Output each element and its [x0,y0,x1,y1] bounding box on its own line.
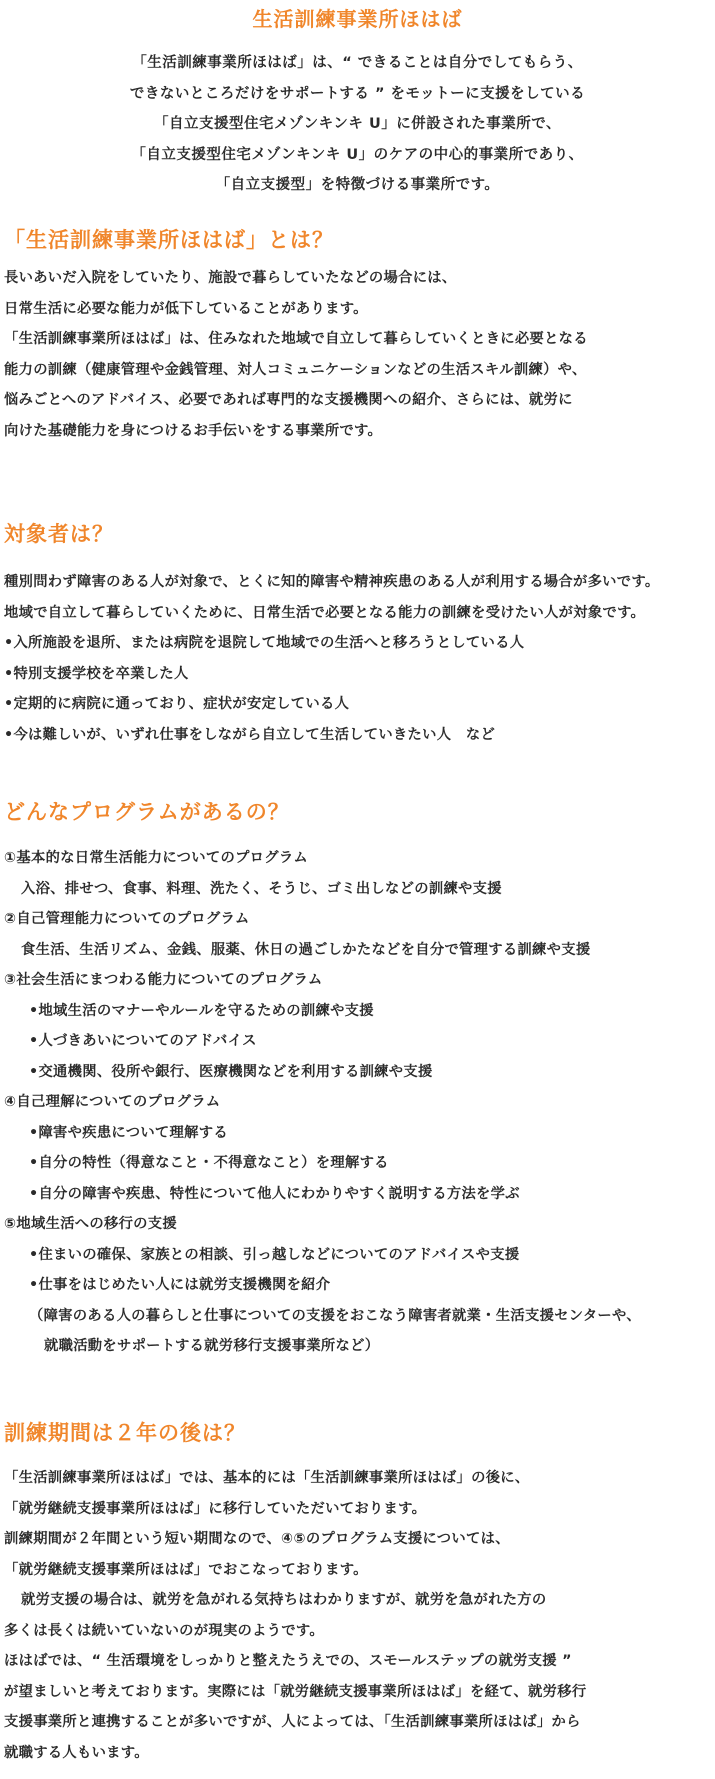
body-line: 「就労継続支援事業所ほはば」に移行していただいております。 [4,1500,427,1517]
body-line: 就労支援の場合は、就労を急がれる気持ちはわかりますが、就労を急がれた方の [21,1592,547,1608]
bullet-item: •特別支援学校を卒業した人 [4,665,189,682]
program-bullet: •自分の特性（得意なこと・不得意なこと）を理解する [29,1155,389,1171]
program-title: ③社会生活にまつわる能力についてのプログラム [4,972,323,988]
program-bullet: •交通機関、役所や銀行、医療機関などを利用する訓練や支援 [29,1063,433,1080]
program-bullet: •仕事をはじめたい人には就労支援機関を紹介 [29,1277,331,1293]
intro-line: 「自立支援型住宅メゾンキンキ U」に併設された事業所で、 [154,116,561,132]
body-line: が望ましいと考えております。実際には「就労継続支援事業所ほはば」を経て、就労移行 [4,1683,587,1700]
body-line: 「就労継続支援事業所ほはば」でおこなっております。 [4,1561,368,1578]
body-line: 日常生活に必要な能力が低下していることがあります。 [4,300,368,317]
program-bullet: •地域生活のマナーやルールを守るための訓練や支援 [29,1002,374,1019]
body-line: 訓練期間が２年間という短い期間なので、④⑤のプログラム支援については、 [4,1531,510,1547]
body-line: 地域で自立して暮らしていくために、日常生活で必要となる能力の訓練を受けたい人が対象です。 [4,604,646,621]
bullet-item: •定期的に病院に通っており、症状が安定している人 [4,696,350,712]
program-detail: 食生活、生活リズム、金銭、服薬、休日の過ごしかたなどを自分で管理する訓練や支援 [21,941,591,958]
bullet-item: •今は難しいが、いずれ仕事をしながら自立して生活していきたい人 など [4,726,496,743]
intro-line: 「自立支援型」を特徴づける事業所です。 [215,177,500,193]
body-line: 向けた基礎能力を身につけるお手伝いをする事業所です。 [4,422,383,439]
program-bullet: •自分の障害や疾患、特性について他人にわかりやすく説明する方法を学ぶ [29,1185,520,1202]
body-line: 種別問わず障害のある人が対象で、とくに知的障害や精神疾患のある人が利用する場合が多いです。 [4,574,660,590]
body-line: 「生活訓練事業所ほはば」では、基本的には「生活訓練事業所ほはば」の後に、 [4,1470,530,1486]
section-heading-after-training: 訓練期間は２年の後は？ [4,1421,246,1445]
body-line: ほはばでは、“ 生活環境をしっかりと整えたうえでの、スモールステップの就労支援 ” [4,1653,572,1669]
section-heading-programs: どんなプログラムがあるの？ [4,800,290,824]
section-body-programs [4,843,715,1362]
page-title: 生活訓練事業所ほはば [252,7,463,31]
section-body-after-training [4,1463,715,1768]
section-heading-target: 対象者は？ [4,522,114,546]
program-title: ①基本的な日常生活能力についてのプログラム [4,850,308,866]
program-title: ②自己管理能力についてのプログラム [4,911,250,927]
intro-line: できないところだけをサポートする ” をモットーに支援をしている [129,85,586,102]
program-bullet: •住まいの確保、家族との相談、引っ越しなどについてのアドバイスや支援 [29,1246,520,1263]
body-line: 就職する人もいます。 [4,1744,149,1761]
body-line: 多くは長くは続いていないのが現実のようです。 [4,1622,324,1639]
body-line: 能力の訓練（健康管理や金銭管理、対人コミュニケーションなどの生活スキル訓練）や、 [4,361,587,378]
program-note: （障害のある人の暮らしと仕事についての支援をおこなう障害者就業・生活支援センターや、 [29,1307,641,1324]
section-body-target [4,567,715,750]
body-line: 長いあいだ入院をしていたり、施設で暮らしていたなどの場合には、 [4,270,457,286]
body-line: 「生活訓練事業所ほはば」は、住みなれた地域で自立して暮らしていくときに必要となる [4,331,588,347]
section-body-about [4,263,715,446]
program-bullet: •障害や疾患について理解する [29,1124,228,1141]
intro-line: 「生活訓練事業所ほはば」は、“ できることは自分でしてもらう、 [132,55,583,71]
program-title: ⑤地域生活への移行の支援 [4,1216,177,1232]
body-line: 悩みごとへのアドバイス、必要であれば専門的な支援機関への紹介、さらには、就労に [4,392,573,408]
program-title: ④自己理解についてのプログラム [4,1094,221,1110]
intro-line: 「自立支援型住宅メゾンキンキ U」のケアの中心的事業所であり、 [131,146,584,163]
body-line: 支援事業所と連携することが多いですが、人によっては、「生活訓練事業所ほはば」から [4,1714,581,1730]
program-detail: 入浴、排せつ、食事、料理、洗たく、そうじ、ゴミ出しなどの訓練や支援 [21,880,502,897]
bullet-item: •入所施設を退所、または病院を退院して地域での生活へと移ろうとしている人 [4,635,525,651]
intro-paragraph [0,48,715,201]
section-heading-about: 「生活訓練事業所ほはば」とは？ [4,228,334,252]
program-note: 就職活動をサポートする就労移行支援事業所など） [44,1338,380,1354]
program-bullet: •人づきあいについてのアドバイス [29,1033,257,1049]
